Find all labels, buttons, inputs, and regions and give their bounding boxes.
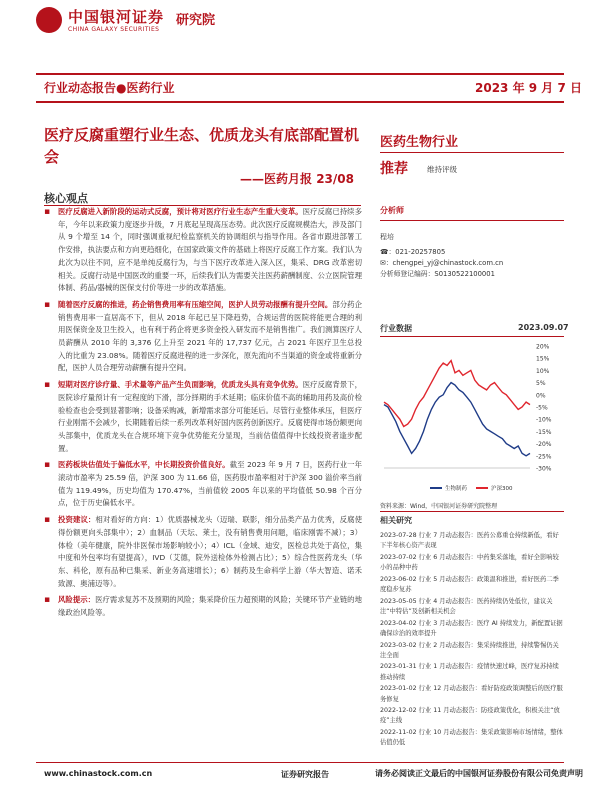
- bullet-marker-icon: ▪: [44, 595, 51, 606]
- bullet-text: 相对看好的方向：1）优质器械龙头（迈瑞、联影，细分品类产品力优秀，反腐使得份额更向头部集中）；2）血制品（天坛、莱士，没有销售费用问题，临床刚需不减）；3）体检（美年健康，院外非医保市场影响较小）；4）ICL（金域、迪安，医检总共处于高位，集中度和外包率均有望提高），IVD（艾德，院外送检体外检测占比）；5）综合性医药龙头（华东、科伦，原有品种已集采、新业务高速增长）；6）制药及生命科学上游（华大智造、诺禾致源、奥浦迈等）。: [58, 515, 362, 588]
- series-line: [384, 361, 530, 427]
- related-research-link[interactable]: 2023-05-05 行业 4 月动态报告：医药持续仍处低位，建议关注“中特估”及创新相关机会: [380, 597, 553, 615]
- y-tick-label: 15%: [536, 355, 550, 363]
- institute-label: 研究院: [176, 13, 216, 28]
- rating: 推荐: [380, 161, 408, 177]
- y-tick-label: -30%: [536, 465, 552, 473]
- y-tick-label: 5%: [536, 380, 546, 388]
- related-research-link[interactable]: 2023-01-31 行业 1 月动态报告：疫情快速过峰，医疗复苏持续推动持续: [380, 663, 559, 681]
- bullet-marker-icon: ▪: [44, 515, 51, 526]
- core-view-item: [44, 379, 362, 455]
- bullet-lead: 医疗反腐进入新阶段的运动式反腐，预计将对医疗行业生态产生重大变革。: [58, 207, 303, 216]
- analyst-cert: 分析师登记编码：S0130522100001: [380, 270, 495, 278]
- industry-label: 医药生物行业: [380, 135, 459, 150]
- logo-mark: [36, 7, 62, 33]
- bullet-lead: 短期对医疗诊疗量、手术量等产品产生负面影响，优质龙头具有竞争优势。: [58, 380, 303, 390]
- divider: [380, 336, 564, 337]
- y-tick-label: -15%: [536, 428, 552, 436]
- core-view-item: [44, 459, 362, 510]
- divider: [380, 220, 564, 221]
- core-views-list: [44, 206, 362, 624]
- market-data-date: 2023.09.07: [518, 323, 569, 332]
- footer-disclaimer: 请务必阅读正文最后的中国银河证券股份有限公司免责声明: [375, 769, 583, 778]
- related-research-heading: 相关研究: [380, 516, 412, 525]
- bullet-lead: 风险提示：: [58, 595, 96, 605]
- analyst-email[interactable]: ✉：chengpei_yj@chinastock.com.cn: [380, 259, 504, 267]
- rating-status: 维持评级: [427, 165, 457, 174]
- report-type: 行业动态报告●医药行业: [44, 81, 175, 95]
- core-view-item: [44, 514, 362, 590]
- y-tick-label: -10%: [536, 416, 552, 424]
- legend-label: 生物制药: [445, 486, 468, 492]
- related-research-link[interactable]: 2023-06-02 行业 5 月动态报告：政策温和推进，看好医药二季度稳步复苏: [380, 575, 559, 594]
- report-date: 2023 年 9 月 7 日: [475, 81, 582, 95]
- y-tick-label: -5%: [536, 404, 548, 412]
- footer-label: 证券研究报告: [281, 770, 329, 779]
- bullet-marker-icon: ▪: [44, 299, 51, 310]
- bullet-text: 部分药企销售费用率一直居高不下，但从 2018 年起已呈下降趋势，合规运营的医院将能更合理的利用医保资金及卫生投入，也有利于药企将更多资金投入研发而不是销售推广。我们测算医疗人员薪酬从 2010 年的 3,376 亿上升至 2021 年的 17,737 亿元，占 2021 年医疗卫生总投入的比重为 23.08%。随着医疗反腐进程的进一步深化，原先流向不当渠道的资金或将重新分配，医护人员合理劳动薪酬有提升空间。: [58, 299, 362, 373]
- series-line: [384, 383, 530, 456]
- core-view-item: [44, 594, 362, 619]
- report-subtitle: ——医药月报 23/08: [240, 172, 354, 186]
- analyst-heading: 分析师: [380, 206, 404, 215]
- y-tick-label: 10%: [536, 367, 550, 375]
- related-research-link[interactable]: 2023-03-02 行业 2 月动态报告：集采持续推进，持续警惕仍关注全面: [380, 641, 559, 659]
- bullet-marker-icon: ▪: [44, 460, 51, 471]
- analyst-phone: ☎：021-20257805: [380, 248, 446, 256]
- divider: [380, 152, 564, 153]
- y-tick-label: 0%: [536, 392, 546, 400]
- related-research-link[interactable]: 2023-07-02 行业 6 月动态报告：中药集采落地，看好全影响较小的品种中药: [380, 553, 559, 572]
- performance-chart: [380, 340, 564, 498]
- y-tick-label: -20%: [536, 441, 552, 449]
- analyst-name: 程培: [380, 233, 394, 241]
- core-view-item: [44, 299, 362, 375]
- bullet-text: 医疗反腐已持续多年，今年以来政策力度逐步升级，7 月底起呈现高压态势。此次医疗反腐规模浩大，涉及部门从 9 个增至 14 个，同时强调重视纪检监察机关的协调组织与指导作用。各省市跟进部署工作安排，执法要点和方向更趋细化，在国家政策文件的基础上将医疗反腐工作方案。我们认为此次为以往不同，应不是单纯反腐行为，与当下医疗改革进入深入区，集采、DRG 改革密切相关。反腐行动是中国医改的重要一环，后续我们认为需要关注医药薪酬制度、公立医院管理体制、药品/器械的医保支付价等进一步的改革措施。: [58, 207, 362, 293]
- bullet-text: 医疗反腐背景下，医院诊疗量预计有一定程度的下滑，部分择期的手术延期；临床价值不高的辅助用药及高价检验检查也会受到显著影响；设备采购减，新增需求部分可能延后。尽管行业整体承压，但医疗行业刚需不会减少，长期随着后续一系列改革利好国内医药创新医疗。反腐使得市场份额更向头部集中，优质龙头在合规环境下竞争优势能充分显现，当前估值值得中长线投资者逢步配置。: [58, 380, 362, 453]
- bullet-lead: 医药板块估值处于偏低水平，中长期投资价值良好。: [58, 460, 230, 470]
- related-research-link[interactable]: 2022-11-02 行业 10 月动态报告：集采政策影响市场情绪，整体估值仍低: [380, 729, 563, 747]
- related-research-list: [380, 531, 564, 750]
- core-views-heading: 核心观点: [44, 192, 88, 205]
- bullet-text: 截至 2023 年 9 月 7 日，医药行业一年滚动市盈率为 25.59 倍，沪深 300 为 11.66 倍，医药股市盈率相对于沪深 300 溢价率当前值为 119.49%，历史均值为 170.47%，当前值较 2005 年以来的平均值低 50.98 个百分点，位于历史偏低水平。: [58, 460, 362, 508]
- y-tick-label: -25%: [536, 453, 552, 461]
- company-logo-cn: 中国银河证券: [68, 8, 165, 26]
- chart-source: 资料来源：Wind，中国银河证券研究院整理: [380, 503, 498, 510]
- divider: [380, 511, 564, 512]
- company-logo-en: CHINA GALAXY SECURITIES: [68, 26, 160, 33]
- bullet-lead: 随着医疗反腐的推进，药企销售费用率有压缩空间，医护人员劳动报酬有提升空间。: [58, 299, 333, 309]
- bullet-text: 医疗需求复苏不及预期的风险；集采降价压力超预期的风险；关键环节产业链的地缘政治风险等。: [58, 595, 362, 618]
- related-research-link[interactable]: 2022-12-02 行业 11 月动态报告：防疫政策优化，积极关注“放疫”主线: [380, 707, 560, 725]
- related-research-link[interactable]: 2023-07-28 行业 7 月动态报告：医药公募重仓持续新低，看好下半年核心资产表现: [380, 532, 559, 550]
- market-data-heading: 行业数据: [380, 324, 412, 333]
- bullet-marker-icon: ▪: [44, 380, 51, 391]
- bullet-marker-icon: ▪: [44, 207, 51, 217]
- report-title: 医疗反腐重塑行业生态、优质龙头有底部配置机会: [44, 126, 360, 166]
- related-research-link[interactable]: 2023-04-02 行业 3 月动态报告：医疗 AI 持续发力，新配置证据确保诊治的效率提升: [380, 619, 563, 637]
- footer-divider: [36, 762, 564, 763]
- core-view-item: [44, 206, 362, 295]
- footer-url[interactable]: www.chinastock.com.cn: [44, 769, 153, 778]
- y-tick-label: 20%: [536, 343, 550, 351]
- bullet-lead: 投资建议：: [58, 515, 96, 525]
- related-research-link[interactable]: 2023-01-02 行业 12 月动态报告：看好防疫政策调整后的医疗服务修复: [380, 685, 563, 703]
- legend-label: 沪深300: [491, 486, 513, 492]
